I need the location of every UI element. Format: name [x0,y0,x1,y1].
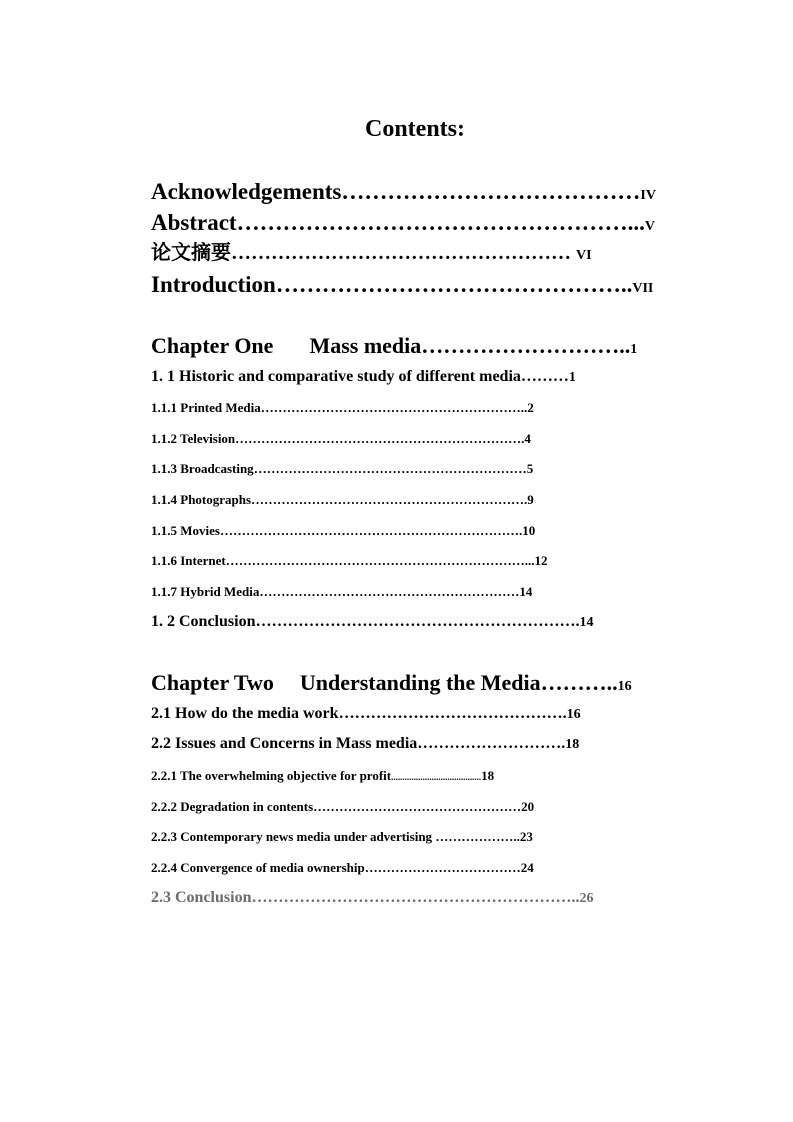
toc-subsection-2-2-3[interactable] [151,830,533,843]
toc-leader-dots: ………………………………………… [313,799,522,814]
toc-page-number: VI [576,248,592,263]
toc-leader-dots: ……………………………………………………………. [219,523,523,538]
toc-page-number: VII [632,281,654,296]
toc-leader-dots: ........................................ [391,772,482,782]
chapter-title: Understanding the Media [299,670,541,695]
toc-entry-label: 1.1.1 Printed Media [151,400,261,415]
toc-page-number: 18 [565,737,580,752]
toc-page-number: 20 [521,799,535,814]
toc-entry-label: 1.1.5 Movies [151,523,220,538]
toc-entry-chinese-abstract[interactable] [151,242,592,263]
toc-entry-acknowledgements[interactable] [151,180,656,203]
toc-entry-label: 1.1.7 Hybrid Media [151,584,260,599]
toc-page-number: 16 [617,679,632,694]
toc-page-number: 2 [527,400,534,415]
toc-page-number: 1 [568,370,576,385]
toc-entry-label: Abstract [151,210,237,235]
toc-entry-label: 论文摘要 [151,240,231,264]
toc-subsection-1-1-1[interactable] [151,401,534,414]
toc-leader-dots: ……………………………… [364,860,521,875]
toc-page-number: 23 [519,829,533,844]
toc-leader-dots: …………………………………………………….. [251,889,580,906]
toc-subsection-1-1-5[interactable] [151,524,535,537]
toc-leader-dots: ………………………. [417,735,566,752]
toc-subsection-1-1-2[interactable] [151,432,531,445]
toc-leader-dots: ……… [520,368,569,385]
toc-entry-label: 1.1.3 Broadcasting [151,461,254,476]
toc-page-number: 18 [481,768,495,783]
chapter-label: Chapter One [151,333,274,358]
toc-section-2-2[interactable] [151,736,579,752]
toc-leader-dots: …………………………………………………… [259,584,520,599]
toc-page-number: 10 [522,523,536,538]
toc-page-number: 14 [519,584,533,599]
toc-subsection-2-2-1[interactable] [151,769,494,782]
toc-section-2-3[interactable] [151,890,593,906]
toc-entry-label: 1. 2 Conclusion [151,613,256,630]
toc-chapter-one[interactable] [151,335,637,357]
chapter-title: Mass media [309,333,422,358]
toc-subsection-2-2-4[interactable] [151,861,534,874]
page-title: Contents: [365,116,465,142]
toc-entry-label: 1.1.6 Internet [151,553,226,568]
toc-page-number: IV [640,188,656,203]
toc-subsection-1-1-3[interactable] [151,462,533,475]
toc-section-2-1[interactable] [151,706,581,722]
toc-leader-dots: …………………………………………………………. [235,431,525,446]
chapter-label: Chapter Two [151,670,274,695]
toc-leader-dots: ………………………………… [341,179,641,204]
toc-entry-introduction[interactable] [151,273,653,296]
toc-leader-dots: ……………………………………………………………... [225,553,535,568]
toc-leader-dots: ……………………………………. [338,705,567,722]
toc-entry-label: Acknowledgements [151,179,342,204]
toc-entry-label: 2.1 How do the media work [151,705,339,722]
toc-entry-label: 2.2.1 The overwhelming objective for profit [151,768,392,783]
toc-entry-label: 2.3 Conclusion [151,889,252,906]
toc-leader-dots: ……….. [540,670,618,695]
toc-page-number: 12 [534,553,548,568]
toc-chapter-two[interactable] [151,672,632,694]
toc-entry-label: 1. 1 Historic and comparative study of different media [151,368,521,385]
toc-page-number: 14 [579,615,594,630]
toc-entry-label: Introduction [151,272,276,297]
toc-entry-label: 1.1.2 Television [151,431,236,446]
toc-leader-dots: …………………………………………………….. [260,400,528,415]
toc-section-1-2[interactable] [151,614,593,630]
toc-leader-dots: ……………………………………….. [275,272,633,297]
toc-leader-dots: ……………….. [435,829,520,844]
toc-subsection-1-1-6[interactable] [151,554,548,567]
toc-page-number: 26 [579,891,594,906]
toc-leader-dots: ……………………………………………………. [255,613,580,630]
toc-subsection-1-1-7[interactable] [151,585,532,598]
toc-page-number: V [644,219,655,234]
toc-entry-abstract[interactable] [151,211,655,234]
toc-entry-label: 2.2.4 Convergence of media ownership [151,860,365,875]
toc-leader-dots: …………………………………………… [231,242,576,264]
toc-leader-dots: ……………………….. [421,333,631,358]
toc-page-number: 24 [520,860,534,875]
toc-subsection-1-1-4[interactable] [151,493,534,506]
toc-page-number: 1 [630,342,638,357]
toc-leader-dots: ………………………………………………………. [251,492,528,507]
toc-entry-label: 2.2 Issues and Concerns in Mass media [151,735,418,752]
toc-entry-label: 2.2.2 Degradation in contents [151,799,314,814]
toc-page-number: 16 [566,707,581,722]
toc-leader-dots: ……………………………………………………… [253,461,527,476]
toc-page-number: 4 [524,431,531,446]
toc-section-1-1[interactable] [151,369,576,385]
toc-page-number: 9 [527,492,534,507]
toc-entry-label: 2.2.3 Contemporary news media under advertising [151,829,436,844]
toc-subsection-2-2-2[interactable] [151,800,534,813]
toc-entry-label: 1.1.4 Photographs [151,492,252,507]
toc-page-number: 5 [526,461,534,476]
toc-leader-dots: ……………………………………………... [236,210,645,235]
